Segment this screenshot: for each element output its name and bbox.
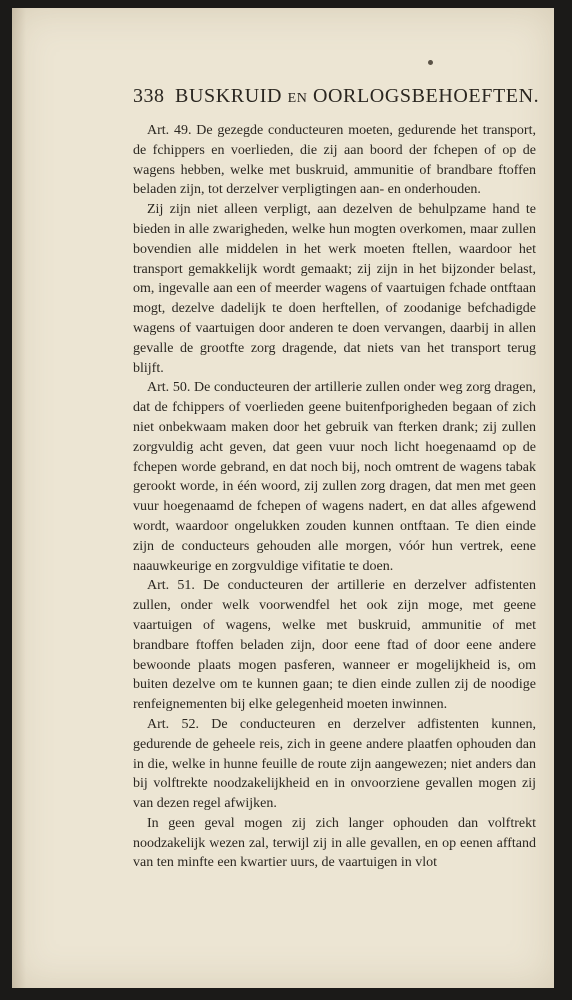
paragraph-art-52: Art. 52. De conducteuren en derzelver adfistenten kunnen, gedurende de geheele reis, zich in geene andere plaatfen ophouden dan in die, welke in hunne feuille de route zijn aangewezen; niet anders dan bij volftrekte noodzakelijkheid en in onvoorziene gevallen mogen zij van dezen regel afwijken.: [133, 716, 536, 812]
title-part-2: OORLOGSBEHOEFTEN.: [312, 85, 540, 107]
paragraph-art-51: Art. 51. De conducteuren der artillerie en derzelver adfistenten zullen, onder welk voorwendfel het ook zijn moge, met geene vaartuigen of wagens, welke met buskruid, ammunitie of met brandbare ftoffen beladen zijn, door eene ftad of door eene andere bewoonde plaats mogen pasferen, wanneer er mogelijkheid is, om buiten dezelve om te kunnen gaan; te dien einde zullen zij de noodige renfeignementen bij elke gelegenheid moeten inwinnen.: [133, 578, 536, 713]
page-gutter-shadow: [12, 8, 26, 988]
paragraph-art-49-continued: Zij zijn niet alleen verpligt, aan dezelven de behulpzame hand te bieden in alle zwarigheden, welke hun mogten overkomen, maar zullen bovendien alle middelen in het werk moeten ftellen, waardoor het transport gemakkelijk wordt gemaakt; zij zijn in het bijzonder belast, om, ingevalle aan een of meerder wagens of vaartuigen fchade ontftaan mogt, dezelve dadelijk te doen herftellen, of zoodanige befchadigde wagens of vaartuigen door anderen te doen vervangen, daarbij in allen gevalle de grootfte zorg dragende, dat niets van het transport terug blijft.: [133, 202, 536, 376]
page-number: 338: [133, 85, 165, 107]
book-page: [12, 8, 554, 988]
running-title: [175, 84, 539, 111]
ink-speck: [428, 60, 433, 65]
paragraph-art-49: Art. 49. De gezegde conducteuren moeten, gedurende het transport, de fchippers en voerlieden, die zij aan boord der fchepen of op de wagens hebben, welke met buskruid, ammunitie of brandbare ftoffen beladen zijn, tot derzelver verpligtingen aan- en onderhouden.: [133, 123, 536, 198]
paragraph-art-52-continued: In geen geval mogen zij zich langer ophouden dan volftrekt noodzakelijk wezen zal, terwijl zij in alle gevallen, en op eenen afftand van ten minfte een kwartier uurs, de vaartuigen in vlot: [133, 815, 536, 871]
body-text: [133, 121, 536, 873]
title-connector: EN: [287, 91, 308, 106]
paragraph-art-50: Art. 50. De conducteuren der artillerie zullen onder weg zorg dragen, dat de fchippers of voerlieden geene buitenfporigheden begaan of zich niet onbekwaam maken door het gebruik van fterken drank; zij zullen zorgvuldig acht geven, dat geen vuur noch licht hoegenaamd op de fchepen worde gebrand, en dat noch bij, noch omtrent de wagens tabak gerookt worde, in één woord, zij zullen zorg dragen, dat men met geen vuur hoegenaamd de fchepen of wagens nadert, en dat alles afgewend wordt, waardoor ongelukken zouden kunnen ontftaan. Te dien einde zijn de conducteurs gehouden alle morgen, vóór hun vertrek, eene naauwkeurige en zorgvuldige vifitatie te doen.: [133, 380, 536, 574]
title-part-1: BUSKRUID: [175, 85, 283, 107]
